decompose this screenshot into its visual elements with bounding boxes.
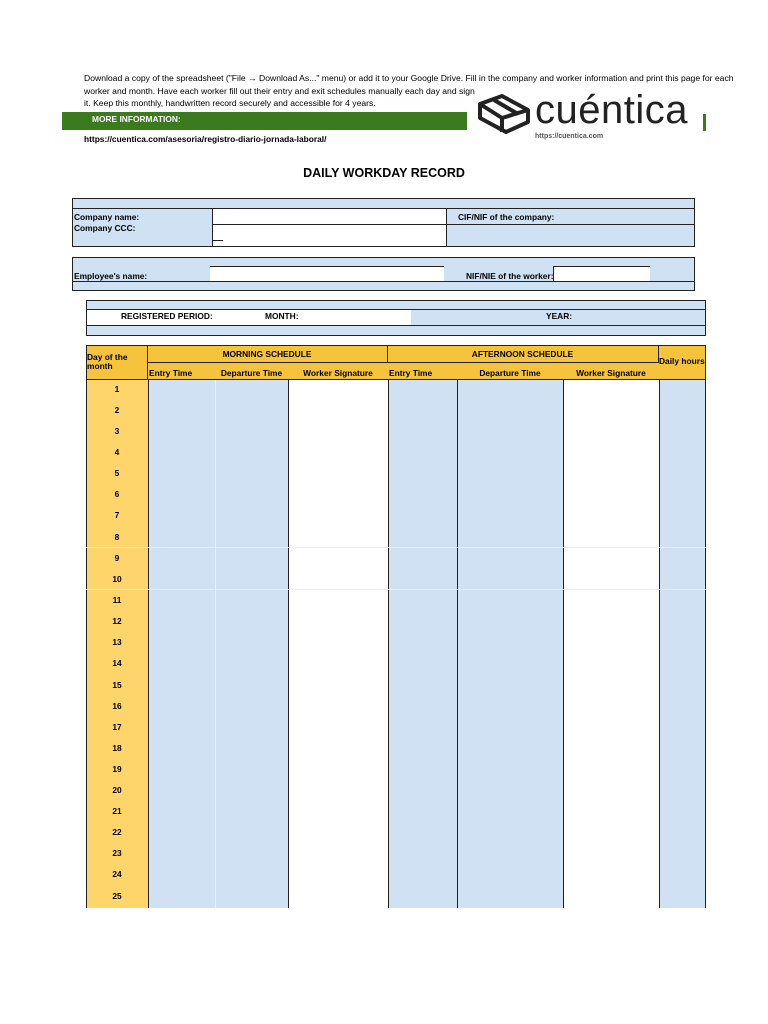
- day-number: 10: [112, 574, 122, 584]
- day-number: 15: [112, 680, 122, 690]
- day-number: 7: [114, 510, 120, 520]
- day-number: 2: [114, 405, 120, 415]
- company-ccc-label: Company CCC:: [74, 223, 136, 233]
- afternoon-departure-time-header: Departure Time: [457, 363, 563, 380]
- instructions-line-3: it. Keep this monthly, handwritten record securely and accessible for 4 years.: [84, 98, 376, 108]
- afternoon-signature-column[interactable]: [563, 380, 659, 908]
- more-information-label: MORE INFORMATION:: [92, 114, 181, 124]
- logo-wordmark: cuéntica: [535, 88, 688, 132]
- day-number: 22: [112, 827, 122, 837]
- day-number: 17: [112, 722, 122, 732]
- day-number: 21: [112, 806, 122, 816]
- day-number: 13: [112, 637, 122, 647]
- day-number: 14: [112, 658, 122, 668]
- year-label: YEAR:: [546, 311, 573, 321]
- worker-nif-label: NIF/NIE of the worker:: [466, 271, 554, 281]
- day-number: 25: [112, 891, 122, 901]
- day-of-month-header: Day of the month: [86, 345, 148, 380]
- daily-hours-column[interactable]: [659, 380, 706, 908]
- morning-departure-time-header: Departure Time: [215, 363, 288, 380]
- morning-signature-column[interactable]: [288, 380, 388, 908]
- day-number: 6: [114, 489, 120, 499]
- day-number: 11: [112, 595, 122, 605]
- day-number: 16: [112, 701, 122, 711]
- month-label: MONTH:: [265, 311, 299, 321]
- logo-website-link[interactable]: https://cuentica.com: [535, 133, 604, 140]
- employee-name-label: Employee's name:: [74, 271, 148, 281]
- more-information-link[interactable]: https://cuentica.com/asesoria/registro-diario-jornada-laboral/: [84, 134, 327, 144]
- daily-hours-header: Daily hours: [659, 345, 706, 380]
- morning-schedule-header: MORNING SCHEDULE: [148, 345, 388, 363]
- day-number: 12: [112, 616, 122, 626]
- afternoon-times-column[interactable]: [388, 380, 563, 908]
- day-number: 9: [114, 553, 120, 563]
- instructions-line-1: Download a copy of the spreadsheet ("File → Download As..." menu) or add it to your Google Drive. Fill in the company and worker information and print this page for each: [84, 73, 734, 83]
- day-number: 3: [114, 426, 120, 436]
- afternoon-schedule-header: AFTERNOON SCHEDULE: [388, 345, 659, 363]
- day-number: 24: [112, 869, 122, 879]
- afternoon-entry-time-header: Entry Time: [388, 363, 457, 380]
- afternoon-worker-signature-header: Worker Signature: [563, 363, 659, 380]
- day-number: 4: [114, 447, 120, 457]
- registered-period-label: REGISTERED PERIOD:: [121, 311, 213, 321]
- morning-entry-time-header: Entry Time: [148, 363, 215, 380]
- morning-times-column[interactable]: [148, 380, 288, 908]
- day-number: 20: [112, 785, 122, 795]
- company-name-label: Company name:: [74, 212, 140, 222]
- day-number: 23: [112, 848, 122, 858]
- day-number: 5: [114, 468, 120, 478]
- day-number: 8: [114, 532, 120, 542]
- page-title: DAILY WORKDAY RECORD: [303, 166, 465, 180]
- morning-worker-signature-header: Worker Signature: [288, 363, 388, 380]
- day-number: 18: [112, 743, 122, 753]
- day-number: 1: [114, 384, 120, 394]
- company-cif-label: CIF/NIF of the company:: [458, 212, 555, 222]
- day-number: 19: [112, 764, 122, 774]
- instructions-line-2: worker and month. Have each worker fill out their entry and exit schedules manually each day and sign: [84, 85, 475, 96]
